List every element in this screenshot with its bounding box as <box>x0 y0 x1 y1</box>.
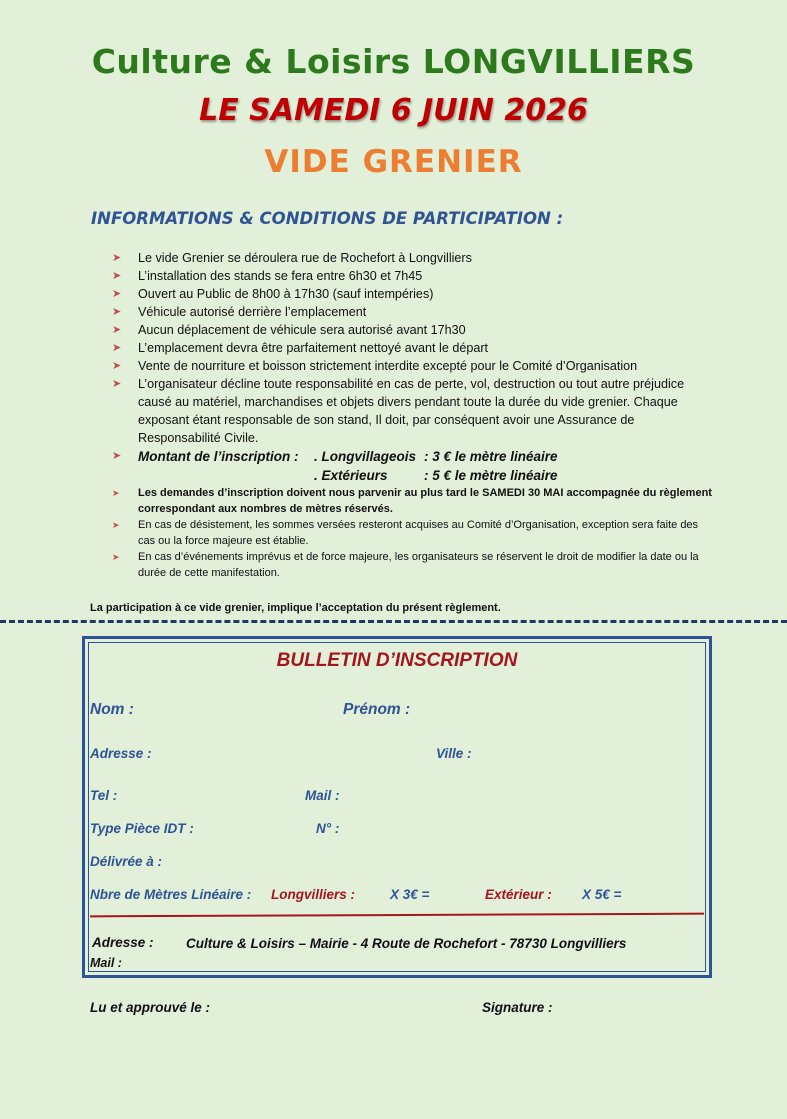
cut-line <box>0 620 787 623</box>
arrow-bullet-icon: ➤ <box>112 450 122 462</box>
force-majeure-text: En cas d’événements imprévus et de force majeure, les organisateurs se réservent le droit de modifier la date ou la durée de cette manifestation. <box>138 551 699 579</box>
condition-text: L’installation des stands se fera entre 6h30 et 7h45 <box>138 269 423 283</box>
condition-text: Vente de nourriture et boisson strictement interdite excepté pour le Comité d’Organisation <box>138 359 638 373</box>
fee-local-label: . Longvillageois <box>314 449 417 464</box>
metres-label[interactable]: Nbre de Mètres Linéaire : <box>90 887 252 902</box>
org-address: Culture & Loisirs – Mairie - 4 Route de Rochefort - 78730 Longvilliers <box>186 936 627 951</box>
withdrawal-text: En cas de désistement, les sommes versées resteront acquises au Comité d’Organisation, exception sera faite des cas ou la force majeure est établie. <box>138 519 699 547</box>
tel-label[interactable]: Tel : <box>90 788 118 803</box>
x5-label[interactable]: X 5€ = <box>582 887 622 902</box>
signature-label[interactable]: Signature : <box>482 1000 553 1015</box>
org-address-label: Adresse : <box>92 935 154 950</box>
list-item <box>112 549 712 581</box>
ville-label[interactable]: Ville : <box>436 746 472 761</box>
arrow-bullet-icon: ➤ <box>112 378 122 390</box>
adresse-label[interactable]: Adresse : <box>90 746 152 761</box>
arrow-bullet-icon: ➤ <box>112 288 122 300</box>
deadline-text: Les demandes d’inscription doivent nous parvenir au plus tard le SAMEDI 30 MAI accompagnée du règlement correspondant aux nombres de mètres réservés. <box>138 487 712 515</box>
x3-label[interactable]: X 3€ = <box>390 887 430 902</box>
piece-label[interactable]: Type Pièce IDT : <box>90 821 194 836</box>
acceptance-notice: La participation à ce vide grenier, implique l’acceptation du présent règlement. <box>90 602 501 614</box>
list-item <box>112 303 712 321</box>
list-item <box>112 357 712 375</box>
condition-text: Le vide Grenier se déroulera rue de Rochefort à Longvilliers <box>138 251 472 265</box>
approved-label[interactable]: Lu et approuvé le : <box>90 1000 211 1015</box>
arrow-bullet-icon: ➤ <box>112 306 122 318</box>
arrow-bullet-icon: ➤ <box>112 342 122 354</box>
list-item <box>112 339 712 357</box>
list-item <box>112 375 712 447</box>
fee-local-value: : 3 € le mètre linéaire <box>424 449 558 464</box>
condition-text: Véhicule autorisé derrière l’emplacement <box>138 305 367 319</box>
numero-label[interactable]: N° : <box>316 821 340 836</box>
arrow-bullet-icon: ➤ <box>112 552 120 562</box>
form-inner-border <box>88 642 706 972</box>
org-mail-label: Mail : <box>90 956 122 970</box>
arrow-bullet-icon: ➤ <box>112 252 122 264</box>
registration-form <box>82 636 712 978</box>
arrow-bullet-icon: ➤ <box>112 520 120 530</box>
fee-ext-label: . Extérieurs <box>314 468 388 483</box>
info-heading: INFORMATIONS & CONDITIONS DE PARTICIPATION : <box>91 209 564 228</box>
club-title: Culture & Loisirs LONGVILLIERS <box>91 42 696 81</box>
longvilliers-label[interactable]: Longvilliers : <box>271 887 356 902</box>
list-item <box>112 249 712 267</box>
fee-ext-value: : 5 € le mètre linéaire <box>424 468 558 483</box>
list-item <box>112 485 712 517</box>
form-title: BULLETIN D’INSCRIPTION <box>276 650 518 671</box>
arrow-bullet-icon: ➤ <box>112 270 122 282</box>
arrow-bullet-icon: ➤ <box>112 324 122 336</box>
delivree-label[interactable]: Délivrée à : <box>90 854 163 869</box>
conditions-list <box>112 249 712 581</box>
arrow-bullet-icon: ➤ <box>112 488 120 498</box>
condition-text: L’organisateur décline toute responsabilité en cas de perte, vol, destruction ou tout autre préjudice causé au matériel, marchandises et objets divers pendant toute la durée du vide grenier. Chaque exposant étant responsable de son stand, Il doit, par conséquent avoir une Assurance de Responsabilité Civile. <box>138 377 685 445</box>
arrow-bullet-icon: ➤ <box>112 360 122 372</box>
condition-text: Aucun déplacement de véhicule sera autorisé avant 17h30 <box>138 323 466 337</box>
list-item <box>112 321 712 339</box>
fee-item <box>112 447 712 485</box>
fee-label: Montant de l’inscription : <box>138 449 299 464</box>
exterieur-label[interactable]: Extérieur : <box>485 887 552 902</box>
condition-text: L’emplacement devra être parfaitement nettoyé avant le départ <box>138 341 489 355</box>
condition-text: Ouvert au Public de 8h00 à 17h30 (sauf intempéries) <box>138 287 434 301</box>
list-item <box>112 285 712 303</box>
event-name: VIDE GRENIER <box>264 144 523 180</box>
list-item <box>112 517 712 549</box>
nom-label[interactable]: Nom : <box>90 701 134 718</box>
mail-label[interactable]: Mail : <box>305 788 340 803</box>
list-item <box>112 267 712 285</box>
event-date: LE SAMEDI 6 JUIN 2026 <box>199 93 588 128</box>
prenom-label[interactable]: Prénom : <box>343 701 411 718</box>
